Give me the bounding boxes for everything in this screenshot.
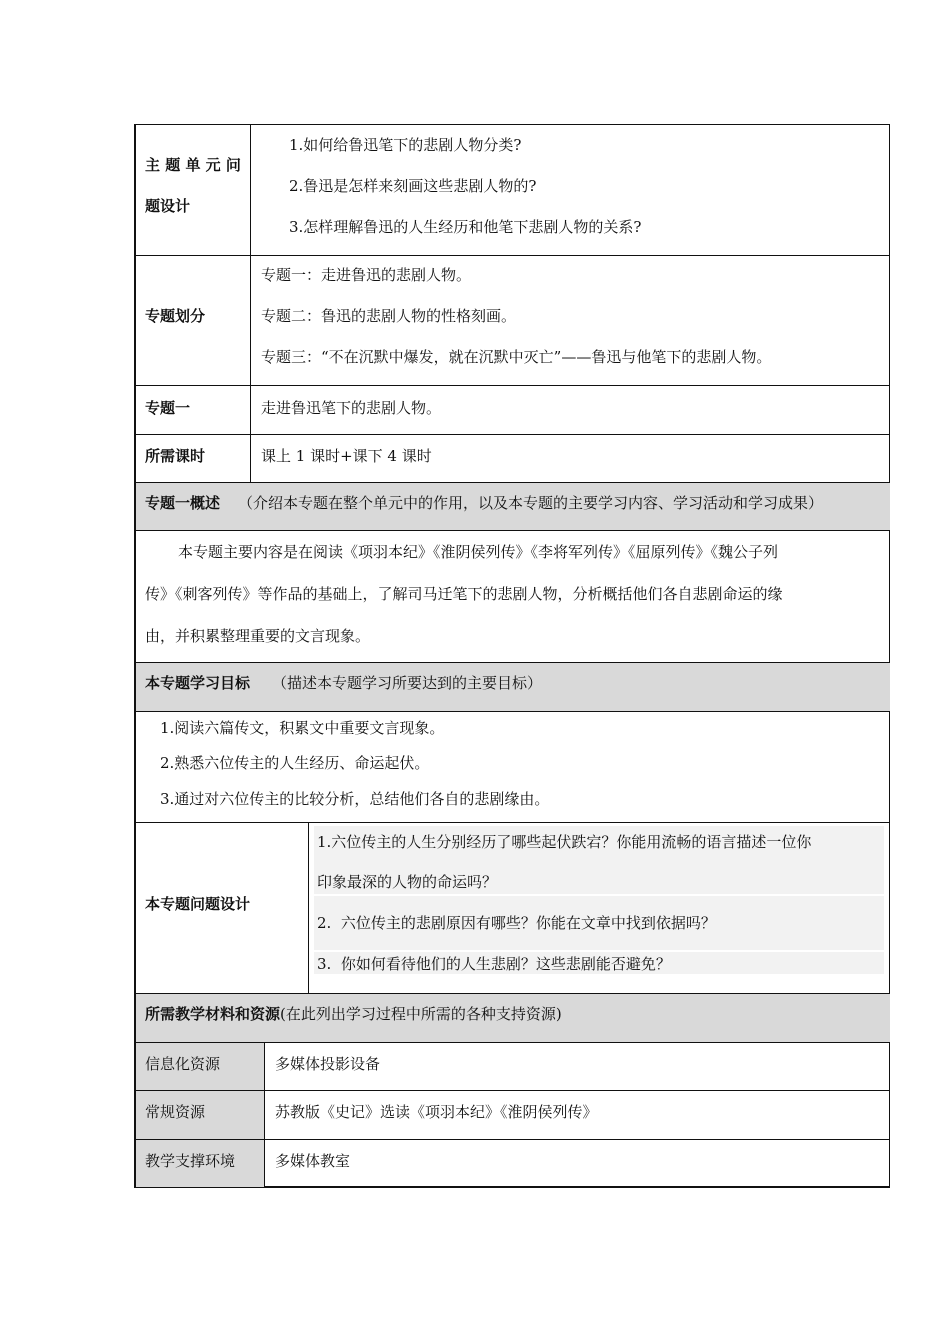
question-design-content-cell (308, 823, 890, 993)
class-hours-row (136, 435, 890, 483)
topic-one-label: 专题一 (145, 399, 191, 417)
resource-value-cell (264, 1043, 890, 1090)
goals-heading: 本专题学习目标 (145, 674, 251, 692)
goal-item: 2.熟悉六位传主的人生经历、命运起伏。 (160, 754, 430, 772)
goals-header (145, 672, 542, 693)
resource-label: 信息化资源 (145, 1055, 221, 1073)
topic-division-content-cell (250, 256, 890, 385)
materials-hint: (在此列出学习过程中所需的各种支持资源) (280, 1005, 562, 1023)
topic-division-row (136, 256, 890, 386)
resource-label-cell (136, 1091, 264, 1139)
topic-division-item: 专题二：鲁迅的悲剧人物的性格刻画。 (261, 307, 517, 325)
topic-division-label-cell (136, 256, 250, 385)
materials-heading: 所需教学材料和资源 (145, 1005, 281, 1023)
resource-row (136, 1140, 890, 1187)
resource-value-cell (264, 1140, 890, 1187)
materials-header (145, 1003, 562, 1024)
resource-row (136, 1043, 890, 1091)
topic-one-row (136, 386, 890, 435)
topic-one-label-cell (136, 386, 250, 434)
question-design-label: 本专题问题设计 (145, 895, 251, 913)
unit-question-item: 3.怎样理解鲁迅的人生经历和他笔下悲剧人物的关系? (289, 218, 642, 236)
unit-question-item: 1.如何给鲁迅笔下的悲剧人物分类? (289, 136, 522, 154)
question-design-line: 3. 你如何看待他们的人生悲剧？这些悲剧能否避免？ (317, 955, 671, 973)
unit-questions-label-line1: 主 题 单 元 问 (145, 156, 241, 174)
overview-heading: 专题一概述 (145, 494, 221, 512)
class-hours-label-cell (136, 435, 250, 482)
topic-division-item: 专题一：走进鲁迅的悲剧人物。 (261, 266, 472, 284)
goal-item: 3.通过对六位传主的比较分析，总结他们各自的悲剧缘由。 (160, 790, 550, 808)
unit-questions-label-line2: 题设计 (145, 197, 191, 215)
resource-label: 常规资源 (145, 1103, 206, 1121)
overview-text-line: 传》《刺客列传》等作品的基础上，了解司马迁笔下的悲剧人物，分析概括他们各自悲剧命运的缘 (145, 585, 783, 603)
materials-header-row (136, 994, 890, 1043)
overview-text-line: 由，并积累整理重要的文言现象。 (145, 627, 371, 645)
resource-label-cell (136, 1140, 264, 1187)
unit-question-item: 2.鲁迅是怎样来刻画这些悲剧人物的? (289, 177, 537, 195)
resource-value-cell (264, 1091, 890, 1139)
question-design-label-cell (136, 823, 308, 993)
topic-one-value: 走进鲁迅笔下的悲剧人物。 (261, 399, 442, 417)
resource-value: 多媒体教室 (275, 1152, 351, 1170)
lesson-plan-table (134, 124, 890, 1188)
resource-label-cell (136, 1043, 264, 1090)
goals-hint: （描述本专题学习所要达到的主要目标） (272, 674, 543, 692)
resource-value: 苏教版《史记》选读《项羽本纪》《淮阴侯列传》 (275, 1103, 598, 1121)
class-hours-content-cell (250, 435, 890, 482)
unit-questions-content-cell (250, 125, 890, 255)
goals-body-row (136, 712, 890, 823)
unit-questions-label-cell (136, 125, 250, 255)
question-design-line: 1.六位传主的人生分别经历了哪些起伏跌宕？你能用流畅的语言描述一位你 (317, 833, 812, 851)
resource-label: 教学支撑环境 (145, 1152, 236, 1170)
overview-hint: （介绍本专题在整个单元中的作用，以及本专题的主要学习内容、学习活动和学习成果） (238, 494, 824, 512)
question-design-line: 印象最深的人物的命运吗？ (317, 873, 498, 891)
resource-row (136, 1091, 890, 1140)
overview-body-row (136, 531, 890, 663)
unit-questions-row (136, 125, 890, 256)
goal-item: 1.阅读六篇传文，积累文中重要文言现象。 (160, 719, 445, 737)
overview-header-row (136, 483, 890, 531)
overview-text-line: 本专题主要内容是在阅读《项羽本纪》《淮阴侯列传》《李将军列传》《屈原列传》《魏公子列 (178, 543, 779, 561)
overview-header (145, 492, 823, 513)
topic-one-content-cell (250, 386, 890, 434)
question-design-row (136, 823, 890, 994)
goals-header-row (136, 663, 890, 712)
resource-value: 多媒体投影设备 (275, 1055, 381, 1073)
class-hours-value: 课上 1 课时+课下 4 课时 (261, 447, 432, 465)
question-design-line: 2. 六位传主的悲剧原因有哪些？你能在文章中找到依据吗？ (317, 914, 716, 932)
topic-division-item: 专题三：“不在沉默中爆发，就在沉默中灭亡”——鲁迅与他笔下的悲剧人物。 (261, 348, 772, 366)
class-hours-label: 所需课时 (145, 447, 206, 465)
topic-division-label: 专题划分 (145, 307, 206, 325)
